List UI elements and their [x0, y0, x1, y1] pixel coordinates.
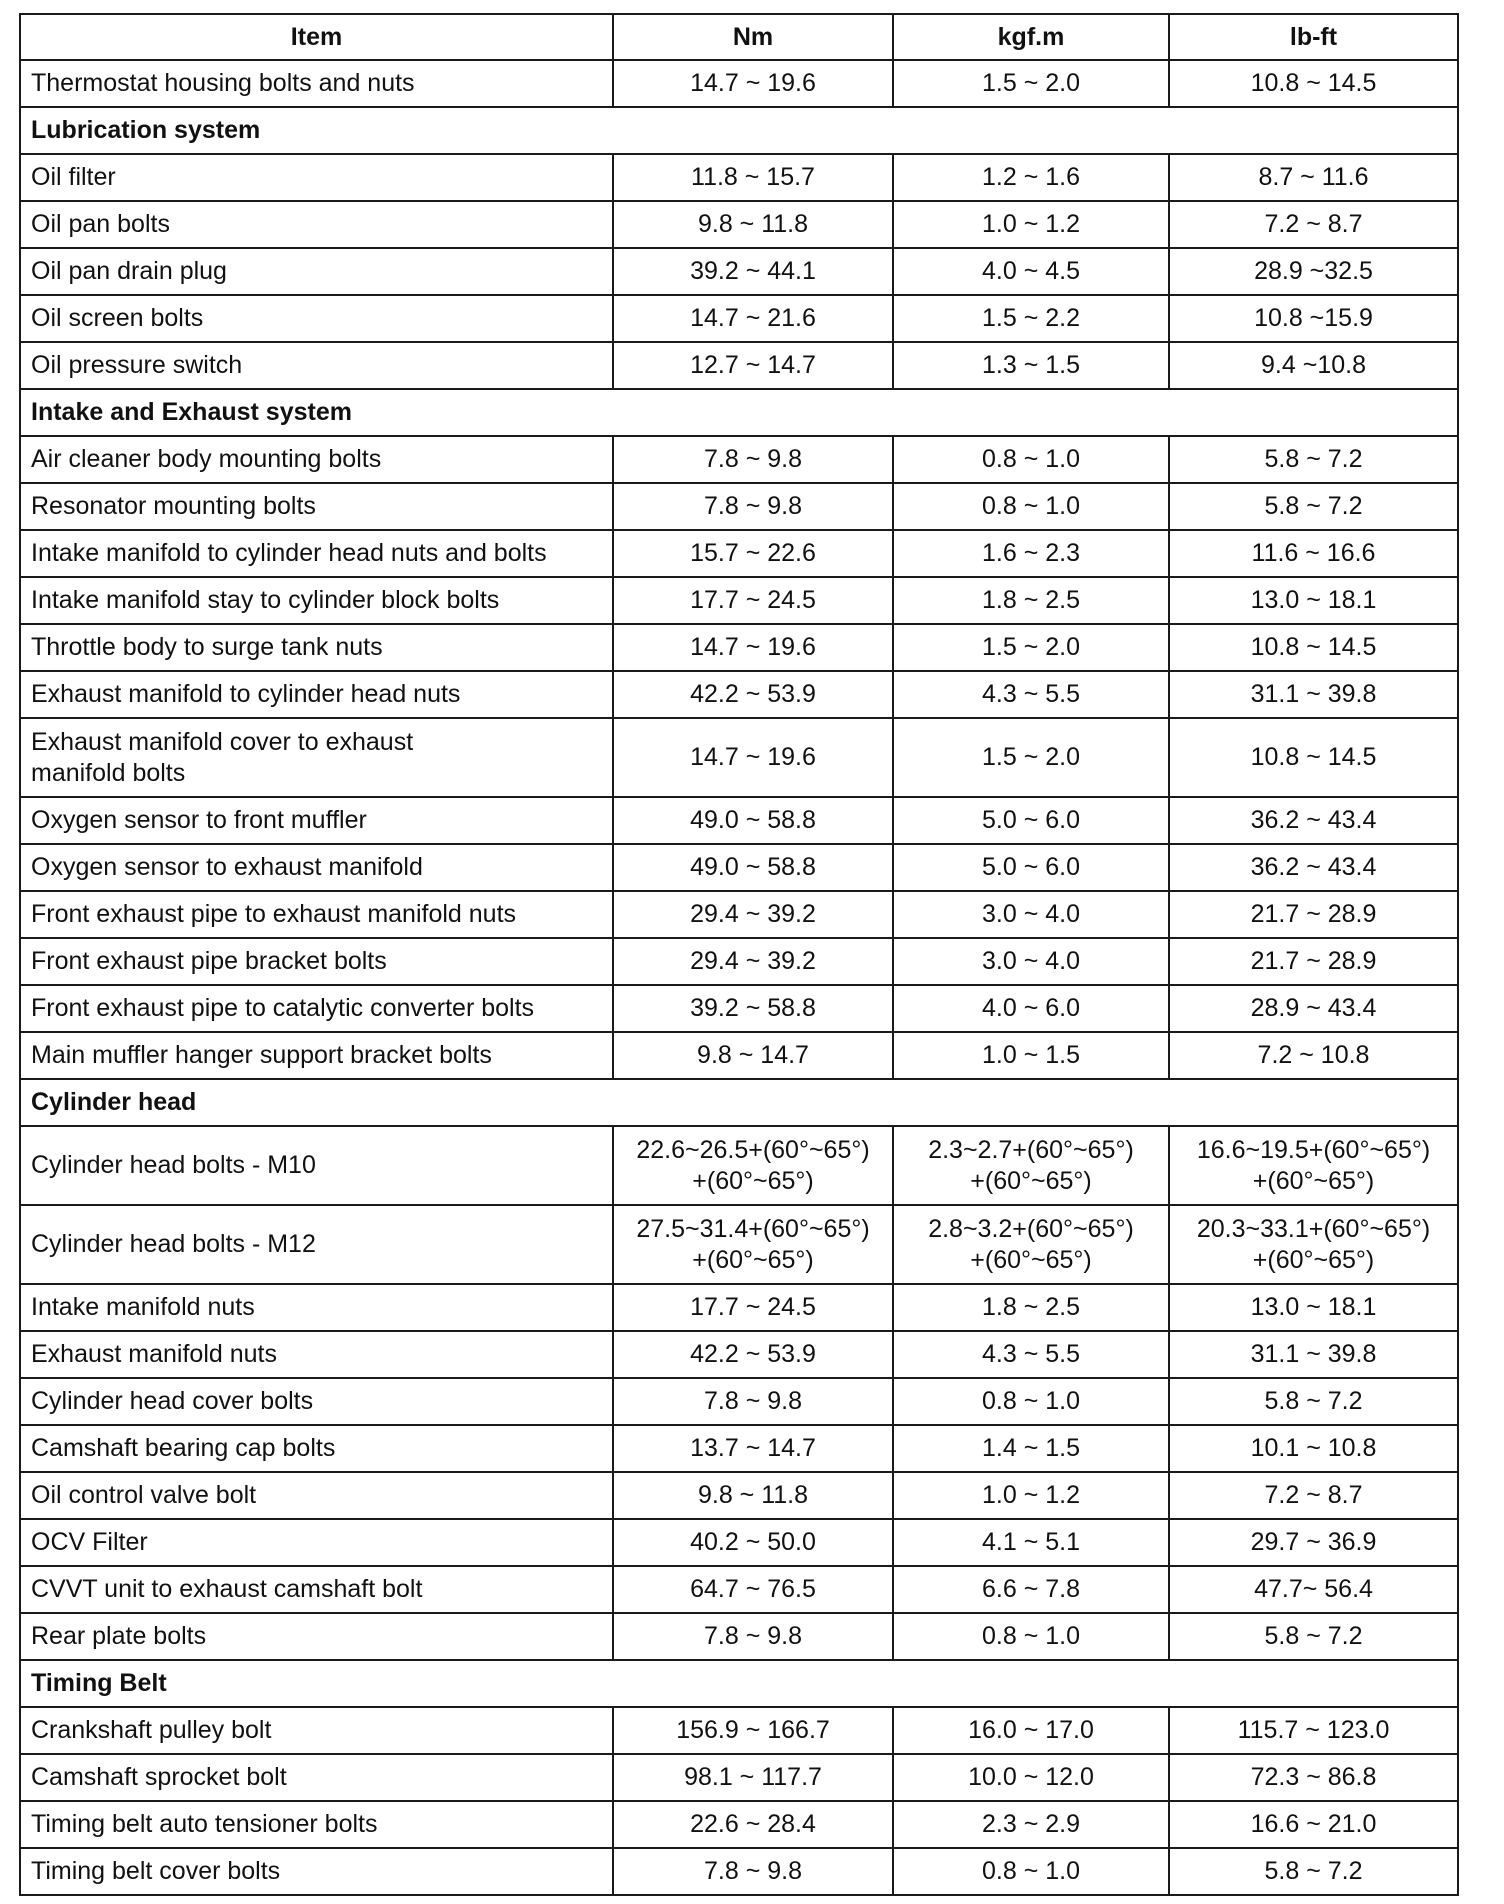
value-lbft: 29.7 ~ 36.9: [1169, 1519, 1458, 1566]
value-kgfm: 1.2 ~ 1.6: [893, 154, 1169, 201]
value-lbft: 21.7 ~ 28.9: [1169, 891, 1458, 938]
value-kgfm: 1.8 ~ 2.5: [893, 577, 1169, 624]
header-kgfm: kgf.m: [893, 14, 1169, 60]
value-kgfm: 1.0 ~ 1.2: [893, 1472, 1169, 1519]
item-name: Cylinder head cover bolts: [20, 1378, 613, 1425]
item-name: Oil pan drain plug: [20, 248, 613, 295]
value-lbft: 7.2 ~ 10.8: [1169, 1032, 1458, 1079]
value-kgfm: 4.3 ~ 5.5: [893, 1331, 1169, 1378]
value-lbft: 16.6 ~ 21.0: [1169, 1801, 1458, 1848]
table-row: [20, 797, 1458, 844]
value-nm: 7.8 ~ 9.8: [613, 483, 893, 530]
item-name: Rear plate bolts: [20, 1613, 613, 1660]
value-nm: 98.1 ~ 117.7: [613, 1754, 893, 1801]
table-row: [20, 483, 1458, 530]
value-nm: 39.2 ~ 44.1: [613, 248, 893, 295]
value-kgfm: 3.0 ~ 4.0: [893, 891, 1169, 938]
item-name: Intake manifold to cylinder head nuts and bolts: [20, 530, 613, 577]
section-title: Cylinder head: [20, 1079, 1458, 1126]
value-lbft: 10.8 ~ 14.5: [1169, 718, 1458, 797]
value-lbft: 5.8 ~ 7.2: [1169, 1378, 1458, 1425]
torque-spec-table-container: [19, 13, 1457, 1896]
value-nm: 14.7 ~ 19.6: [613, 624, 893, 671]
cell-line: 27.5~31.4+(60°~65°): [636, 1214, 870, 1243]
header-nm: Nm: [613, 14, 893, 60]
value-nm: 64.7 ~ 76.5: [613, 1566, 893, 1613]
value-nm: 12.7 ~ 14.7: [613, 342, 893, 389]
value-nm: 7.8 ~ 9.8: [613, 1613, 893, 1660]
table-row: [20, 938, 1458, 985]
value-lbft: 72.3 ~ 86.8: [1169, 1754, 1458, 1801]
value-nm: 22.6 ~ 28.4: [613, 1801, 893, 1848]
value-kgfm: 6.6 ~ 7.8: [893, 1566, 1169, 1613]
table-row: [20, 201, 1458, 248]
item-name: Oil screen bolts: [20, 295, 613, 342]
section-title: Lubrication system: [20, 107, 1458, 154]
item-name: Exhaust manifold to cylinder head nuts: [20, 671, 613, 718]
item-name: Resonator mounting bolts: [20, 483, 613, 530]
value-lbft: 9.4 ~10.8: [1169, 342, 1458, 389]
cell-line: +(60°~65°): [970, 1166, 1092, 1195]
value-nm: 29.4 ~ 39.2: [613, 938, 893, 985]
value-lbft: 7.2 ~ 8.7: [1169, 1472, 1458, 1519]
table-row: [20, 671, 1458, 718]
value-lbft: 8.7 ~ 11.6: [1169, 154, 1458, 201]
table-row: [20, 436, 1458, 483]
value-lbft: 5.8 ~ 7.2: [1169, 436, 1458, 483]
section-header-row: [20, 1079, 1458, 1126]
section-header-row: [20, 389, 1458, 436]
item-name: Throttle body to surge tank nuts: [20, 624, 613, 671]
table-row: [20, 844, 1458, 891]
value-lbft: 31.1 ~ 39.8: [1169, 671, 1458, 718]
value-kgfm: 1.5 ~ 2.0: [893, 624, 1169, 671]
table-row: [20, 1801, 1458, 1848]
item-name: Intake manifold stay to cylinder block bolts: [20, 577, 613, 624]
value-kgfm: 0.8 ~ 1.0: [893, 1378, 1169, 1425]
value-kgfm: 5.0 ~ 6.0: [893, 844, 1169, 891]
section-title: Intake and Exhaust system: [20, 389, 1458, 436]
value-nm: 17.7 ~ 24.5: [613, 577, 893, 624]
table-row: [20, 1126, 1458, 1205]
value-nm: 7.8 ~ 9.8: [613, 1848, 893, 1895]
value-nm: 13.7 ~ 14.7: [613, 1425, 893, 1472]
table-row: [20, 1425, 1458, 1472]
value-nm: 15.7 ~ 22.6: [613, 530, 893, 577]
value-kgfm: 4.0 ~ 6.0: [893, 985, 1169, 1032]
item-name: CVVT unit to exhaust camshaft bolt: [20, 1566, 613, 1613]
table-row: [20, 342, 1458, 389]
value-lbft: 36.2 ~ 43.4: [1169, 844, 1458, 891]
value-kgfm: 0.8 ~ 1.0: [893, 436, 1169, 483]
section-header-row: [20, 107, 1458, 154]
item-name: Main muffler hanger support bracket bolts: [20, 1032, 613, 1079]
table-row: [20, 891, 1458, 938]
value-nm: 49.0 ~ 58.8: [613, 797, 893, 844]
value-nm: 14.7 ~ 21.6: [613, 295, 893, 342]
value-kgfm: 1.8 ~ 2.5: [893, 1284, 1169, 1331]
value-nm: [613, 1126, 893, 1205]
value-lbft: 47.7~ 56.4: [1169, 1566, 1458, 1613]
item-name: Timing belt cover bolts: [20, 1848, 613, 1895]
table-row: [20, 1848, 1458, 1895]
value-nm: 9.8 ~ 11.8: [613, 1472, 893, 1519]
table-row: [20, 248, 1458, 295]
table-header-row: [20, 14, 1458, 60]
item-name: Oil pan bolts: [20, 201, 613, 248]
table-row: [20, 1205, 1458, 1284]
value-lbft: 5.8 ~ 7.2: [1169, 1848, 1458, 1895]
value-nm: 42.2 ~ 53.9: [613, 1331, 893, 1378]
value-lbft: 10.8 ~ 14.5: [1169, 60, 1458, 107]
item-name: Front exhaust pipe bracket bolts: [20, 938, 613, 985]
item-name: Air cleaner body mounting bolts: [20, 436, 613, 483]
item-name: [20, 718, 613, 797]
table-body: [20, 60, 1458, 1895]
item-name: OCV Filter: [20, 1519, 613, 1566]
value-kgfm: 1.3 ~ 1.5: [893, 342, 1169, 389]
table-row: [20, 1472, 1458, 1519]
table-row: [20, 1284, 1458, 1331]
cell-line: manifold bolts: [31, 758, 186, 787]
value-kgfm: 1.0 ~ 1.5: [893, 1032, 1169, 1079]
cell-line: 22.6~26.5+(60°~65°): [636, 1135, 870, 1164]
value-lbft: [1169, 1126, 1458, 1205]
table-row: [20, 1566, 1458, 1613]
value-kgfm: [893, 1205, 1169, 1284]
value-lbft: 5.8 ~ 7.2: [1169, 1613, 1458, 1660]
value-nm: 42.2 ~ 53.9: [613, 671, 893, 718]
value-kgfm: 4.1 ~ 5.1: [893, 1519, 1169, 1566]
section-header-row: [20, 1660, 1458, 1707]
value-nm: 17.7 ~ 24.5: [613, 1284, 893, 1331]
item-name: Oil filter: [20, 154, 613, 201]
value-lbft: 10.8 ~ 14.5: [1169, 624, 1458, 671]
value-kgfm: 2.3 ~ 2.9: [893, 1801, 1169, 1848]
value-kgfm: [893, 1126, 1169, 1205]
value-lbft: 11.6 ~ 16.6: [1169, 530, 1458, 577]
item-name: Oil control valve bolt: [20, 1472, 613, 1519]
value-kgfm: 0.8 ~ 1.0: [893, 1613, 1169, 1660]
table-row: [20, 1613, 1458, 1660]
value-nm: 9.8 ~ 14.7: [613, 1032, 893, 1079]
value-nm: 11.8 ~ 15.7: [613, 154, 893, 201]
item-name: Timing belt auto tensioner bolts: [20, 1801, 613, 1848]
table-row: [20, 718, 1458, 797]
value-nm: 7.8 ~ 9.8: [613, 436, 893, 483]
table-row: [20, 1519, 1458, 1566]
table-row: [20, 624, 1458, 671]
item-name: Front exhaust pipe to catalytic converter bolts: [20, 985, 613, 1032]
value-lbft: 28.9 ~ 43.4: [1169, 985, 1458, 1032]
cell-line: +(60°~65°): [692, 1245, 814, 1274]
value-lbft: 36.2 ~ 43.4: [1169, 797, 1458, 844]
value-nm: 29.4 ~ 39.2: [613, 891, 893, 938]
item-name: Thermostat housing bolts and nuts: [20, 60, 613, 107]
item-name: Oil pressure switch: [20, 342, 613, 389]
value-kgfm: 5.0 ~ 6.0: [893, 797, 1169, 844]
value-nm: 14.7 ~ 19.6: [613, 60, 893, 107]
table-row: [20, 295, 1458, 342]
value-kgfm: 4.3 ~ 5.5: [893, 671, 1169, 718]
value-lbft: 21.7 ~ 28.9: [1169, 938, 1458, 985]
table-row: [20, 1032, 1458, 1079]
table-row: [20, 1707, 1458, 1754]
value-kgfm: 0.8 ~ 1.0: [893, 483, 1169, 530]
value-kgfm: 4.0 ~ 4.5: [893, 248, 1169, 295]
torque-spec-table: [19, 13, 1459, 1896]
value-nm: 14.7 ~ 19.6: [613, 718, 893, 797]
table-row: [20, 154, 1458, 201]
item-name: Oxygen sensor to exhaust manifold: [20, 844, 613, 891]
cell-line: 2.3~2.7+(60°~65°): [928, 1135, 1134, 1164]
value-nm: 7.8 ~ 9.8: [613, 1378, 893, 1425]
value-nm: 9.8 ~ 11.8: [613, 201, 893, 248]
value-kgfm: 1.5 ~ 2.0: [893, 718, 1169, 797]
value-nm: 40.2 ~ 50.0: [613, 1519, 893, 1566]
section-title: Timing Belt: [20, 1660, 1458, 1707]
value-nm: 156.9 ~ 166.7: [613, 1707, 893, 1754]
value-lbft: 5.8 ~ 7.2: [1169, 483, 1458, 530]
value-lbft: 10.1 ~ 10.8: [1169, 1425, 1458, 1472]
item-name: Crankshaft pulley bolt: [20, 1707, 613, 1754]
table-row: [20, 60, 1458, 107]
value-lbft: 28.9 ~32.5: [1169, 248, 1458, 295]
value-kgfm: 0.8 ~ 1.0: [893, 1848, 1169, 1895]
item-name: Exhaust manifold nuts: [20, 1331, 613, 1378]
value-kgfm: 1.4 ~ 1.5: [893, 1425, 1169, 1472]
value-nm: 39.2 ~ 58.8: [613, 985, 893, 1032]
item-name: Oxygen sensor to front muffler: [20, 797, 613, 844]
cell-line: 2.8~3.2+(60°~65°): [928, 1214, 1134, 1243]
value-kgfm: 16.0 ~ 17.0: [893, 1707, 1169, 1754]
item-name: Cylinder head bolts - M10: [20, 1126, 613, 1205]
value-lbft: 13.0 ~ 18.1: [1169, 1284, 1458, 1331]
cell-line: Exhaust manifold cover to exhaust: [31, 727, 414, 756]
item-name: Front exhaust pipe to exhaust manifold nuts: [20, 891, 613, 938]
table-row: [20, 1754, 1458, 1801]
item-name: Camshaft bearing cap bolts: [20, 1425, 613, 1472]
table-row: [20, 985, 1458, 1032]
header-item: Item: [20, 14, 613, 60]
value-kgfm: 10.0 ~ 12.0: [893, 1754, 1169, 1801]
value-lbft: 7.2 ~ 8.7: [1169, 201, 1458, 248]
header-lbft: lb-ft: [1169, 14, 1458, 60]
table-row: [20, 1378, 1458, 1425]
value-lbft: 115.7 ~ 123.0: [1169, 1707, 1458, 1754]
item-name: Camshaft sprocket bolt: [20, 1754, 613, 1801]
value-lbft: [1169, 1205, 1458, 1284]
table-row: [20, 1331, 1458, 1378]
item-name: Cylinder head bolts - M12: [20, 1205, 613, 1284]
cell-line: +(60°~65°): [692, 1166, 814, 1195]
cell-line: +(60°~65°): [1252, 1166, 1375, 1195]
cell-line: 20.3~33.1+(60°~65°): [1196, 1214, 1431, 1243]
table-row: [20, 577, 1458, 624]
value-lbft: 10.8 ~15.9: [1169, 295, 1458, 342]
value-kgfm: 3.0 ~ 4.0: [893, 938, 1169, 985]
cell-line: 16.6~19.5+(60°~65°): [1196, 1135, 1431, 1164]
cell-line: +(60°~65°): [1252, 1245, 1375, 1274]
cell-line: +(60°~65°): [970, 1245, 1092, 1274]
value-kgfm: 1.5 ~ 2.2: [893, 295, 1169, 342]
item-name: Intake manifold nuts: [20, 1284, 613, 1331]
value-kgfm: 1.6 ~ 2.3: [893, 530, 1169, 577]
value-lbft: 31.1 ~ 39.8: [1169, 1331, 1458, 1378]
value-lbft: 13.0 ~ 18.1: [1169, 577, 1458, 624]
value-nm: [613, 1205, 893, 1284]
value-kgfm: 1.5 ~ 2.0: [893, 60, 1169, 107]
table-row: [20, 530, 1458, 577]
value-nm: 49.0 ~ 58.8: [613, 844, 893, 891]
value-kgfm: 1.0 ~ 1.2: [893, 201, 1169, 248]
